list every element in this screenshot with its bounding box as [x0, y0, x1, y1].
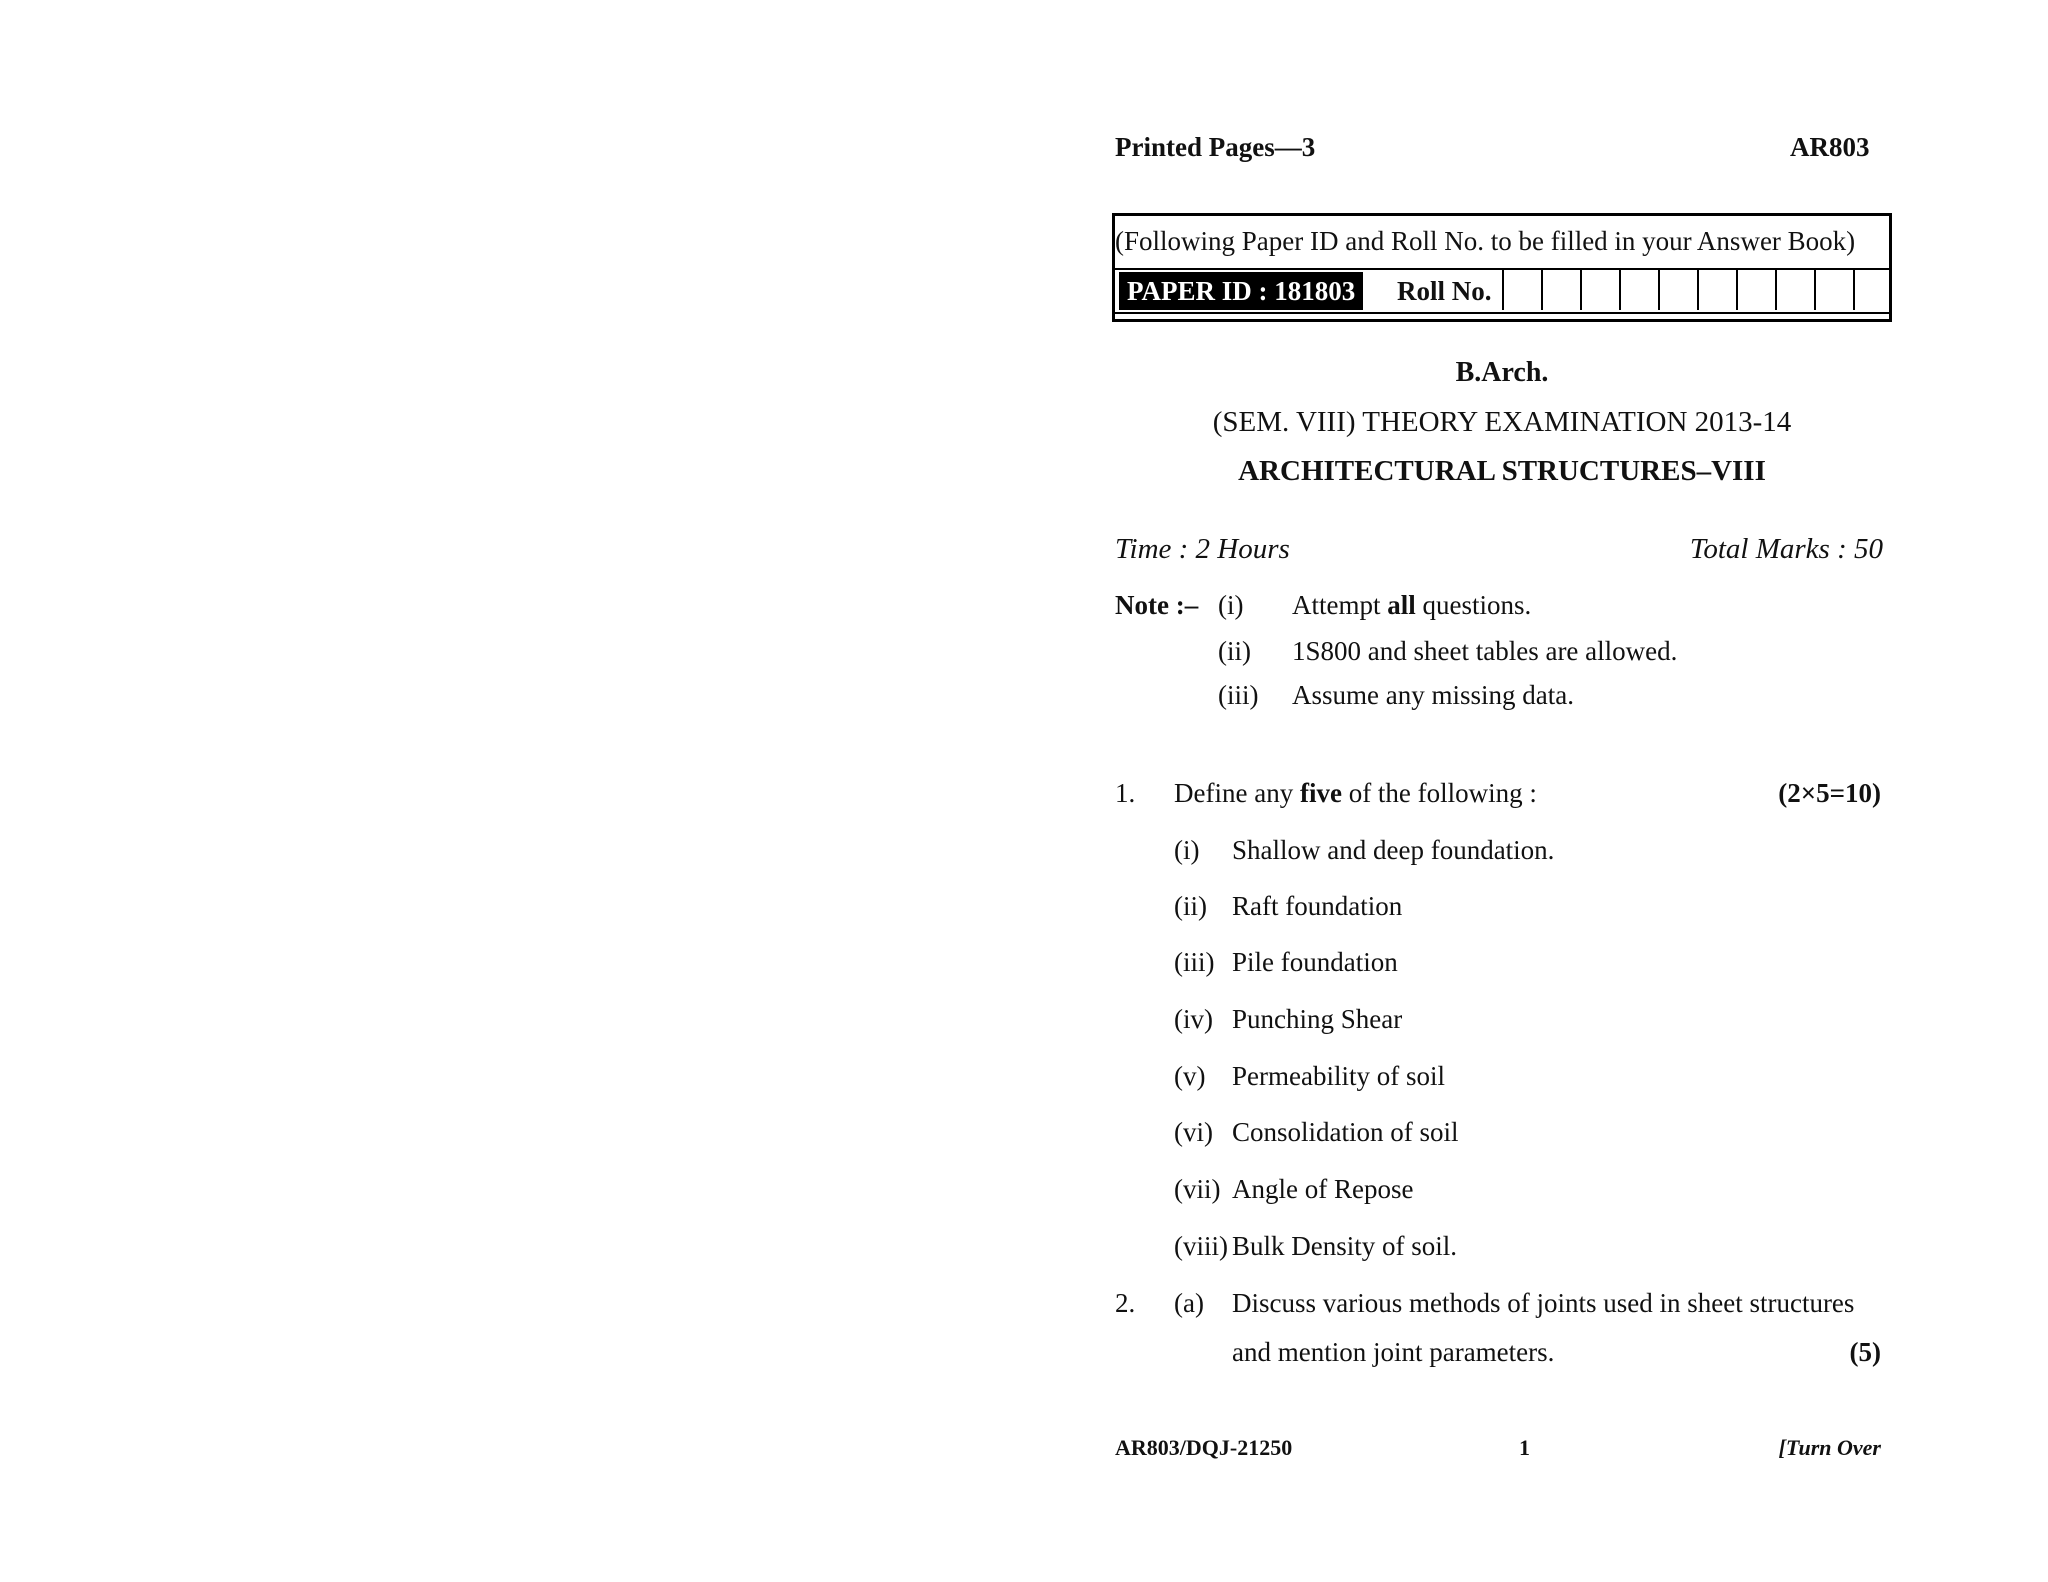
note-num: (iii): [1218, 680, 1259, 710]
sub-item-num: (v): [1174, 1061, 1206, 1091]
sub-item-text: Pile foundation: [1232, 947, 1398, 977]
exam-title: (SEM. VIII) THEORY EXAMINATION 2013-14: [1212, 406, 1792, 438]
question-text-cont: and mention joint parameters.: [1232, 1337, 1555, 1367]
question-number: 2.: [1115, 1288, 1136, 1318]
note-text: Attempt all questions.: [1292, 590, 1532, 620]
paper-id-label: PAPER ID : 181803: [1119, 272, 1363, 310]
total-marks: Total Marks : 50: [1689, 533, 1883, 565]
roll-digit-box: [1814, 270, 1853, 310]
sub-item-text: Consolidation of soil: [1232, 1117, 1459, 1147]
roll-digit-box: [1502, 270, 1541, 310]
note-num: (ii): [1218, 636, 1251, 666]
roll-digit-box: [1580, 270, 1619, 310]
sub-item-num: (ii): [1174, 891, 1207, 921]
question-number: 1.: [1115, 778, 1136, 808]
sub-item-text: Punching Shear: [1232, 1004, 1403, 1034]
sub-item-text: Raft foundation: [1232, 891, 1403, 921]
question-text: Define any five of the following :: [1174, 778, 1537, 808]
page-number: 1: [1519, 1435, 1530, 1460]
note-num: (i): [1218, 590, 1244, 620]
roll-digit-box: [1697, 270, 1736, 310]
turn-over: [Turn Over: [1778, 1435, 1881, 1460]
roll-digit-box: [1541, 270, 1580, 310]
paper-id-box: [1112, 213, 1892, 322]
roll-digit-box: [1853, 270, 1892, 310]
sub-item-num: (viii): [1174, 1231, 1228, 1261]
roll-digit-box: [1658, 270, 1697, 310]
sub-item-num: (iii): [1174, 947, 1215, 977]
note-label: Note :–: [1115, 590, 1199, 620]
roll-digit-box: [1619, 270, 1658, 310]
paper-code: AR803: [1790, 132, 1870, 162]
note-text: 1S800 and sheet tables are allowed.: [1292, 636, 1678, 666]
degree-title: B.Arch.: [1455, 357, 1549, 388]
sub-item-num: (vi): [1174, 1117, 1213, 1147]
question-marks: (2×5=10): [1778, 778, 1881, 808]
time-allowed: Time : 2 Hours: [1115, 533, 1290, 565]
roll-digit-box: [1775, 270, 1814, 310]
question-marks: (5): [1849, 1337, 1881, 1367]
id-instruction: (Following Paper ID and Roll No. to be filled in your Answer Book): [1115, 226, 1856, 256]
sub-item-text: Angle of Repose: [1232, 1174, 1414, 1204]
note-text: Assume any missing data.: [1292, 680, 1574, 710]
sub-item-num: (iv): [1174, 1004, 1213, 1034]
sub-item-text: Shallow and deep foundation.: [1232, 835, 1555, 865]
sub-item-text: Permeability of soil: [1232, 1061, 1445, 1091]
roll-digit-box: [1736, 270, 1775, 310]
sub-item-num: (vii): [1174, 1174, 1221, 1204]
footer-code: AR803/DQJ-21250: [1115, 1435, 1293, 1460]
printed-pages: Printed Pages—3: [1115, 132, 1316, 162]
question-text: Discuss various methods of joints used in sheet structures: [1232, 1288, 1855, 1318]
roll-no-label: Roll No.: [1397, 276, 1492, 306]
sub-item-text: Bulk Density of soil.: [1232, 1231, 1458, 1261]
sub-part-label: (a): [1174, 1288, 1204, 1318]
id-row: [1115, 268, 1889, 314]
sub-item-num: (i): [1174, 835, 1200, 865]
subject-title: ARCHITECTURAL STRUCTURES–VIII: [1238, 455, 1766, 487]
roll-no-boxes: [1502, 270, 1892, 310]
